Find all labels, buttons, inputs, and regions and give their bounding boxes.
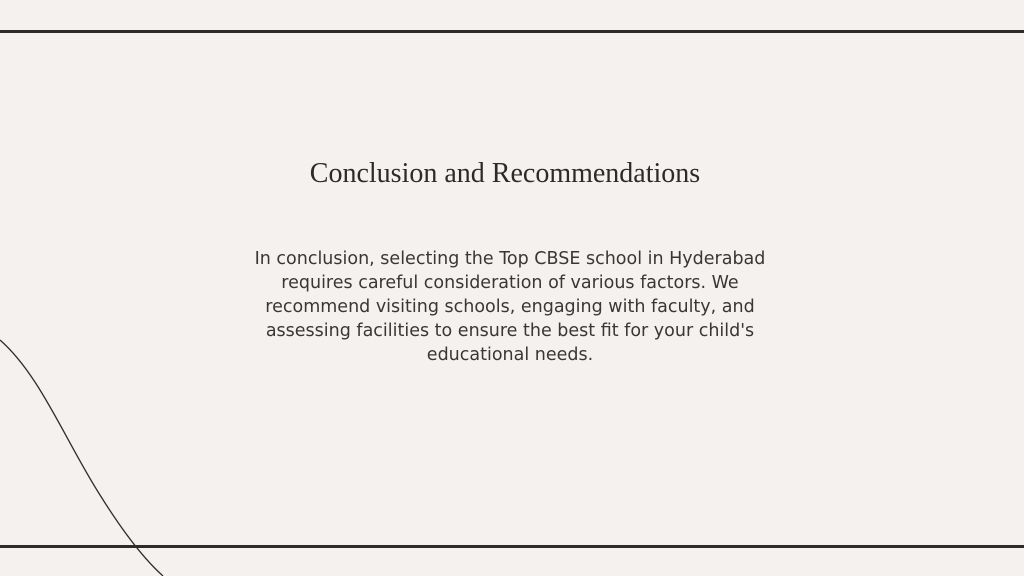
slide-body-text: In conclusion, selecting the Top CBSE school in Hyderabad requires careful consideration of various factors. We recommend visiting schools, engaging with faculty, and assessing facilities to ensure the best fit for your child's educational needs.: [254, 249, 766, 365]
bottom-divider-line: [0, 545, 1024, 548]
top-divider-line: [0, 30, 1024, 33]
slide-title: Conclusion and Recommendations: [309, 158, 701, 189]
